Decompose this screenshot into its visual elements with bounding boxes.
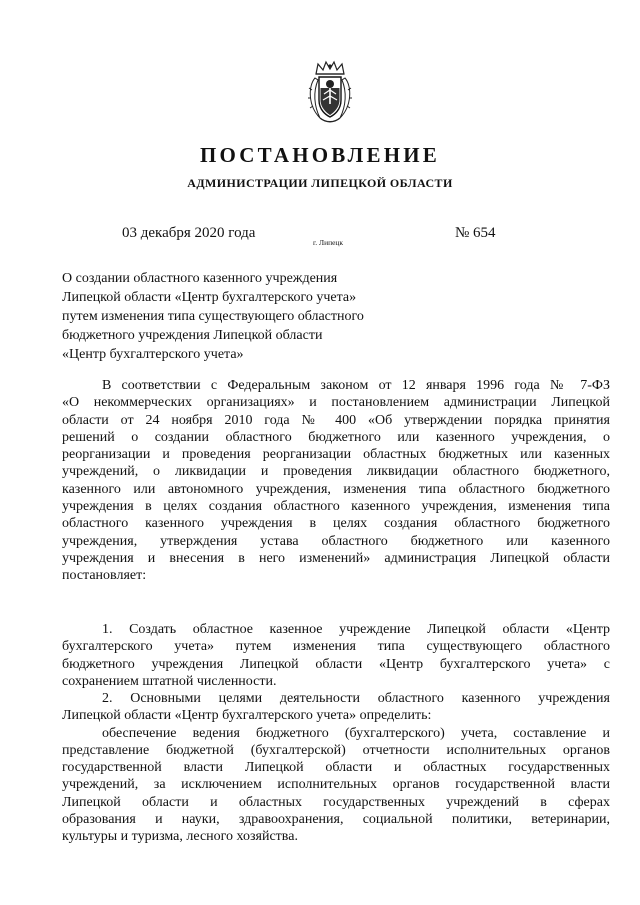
- item-2-line: государственной власти Липецкой области и областных государственных: [62, 760, 610, 776]
- subject-line: Липецкой области «Центр бухгалтерского учета»: [62, 290, 357, 305]
- preamble-line: реорганизации и проведения реорганизации областных бюджетных или казенных: [62, 447, 610, 463]
- item-1-line: сохранением штатной численности.: [62, 673, 277, 689]
- item-1-paragraph: [62, 621, 610, 690]
- issuing-authority: АДМИНИСТРАЦИИ ЛИПЕЦКОЙ ОБЛАСТИ: [187, 176, 453, 190]
- document-date: 03 декабря 2020 года: [122, 225, 256, 241]
- item-1-line: бухгалтерского учета» путем изменения типа существующего областного: [62, 639, 610, 655]
- preamble-line: казенного или автономного учреждения, изменения типа областного бюджетного: [62, 481, 610, 497]
- item-2-line: представление бюджетной (бухгалтерской) отчетности исполнительных органов: [62, 742, 610, 758]
- preamble-line: учреждений, о ликвидации и проведения ликвидации областного бюджетного,: [62, 464, 610, 480]
- subject-line: путем изменения типа существующего областного: [62, 309, 364, 324]
- item-1-line: 1. Создать областное казенное учреждение Липецкой области «Центр: [102, 622, 610, 637]
- preamble-paragraph: [62, 377, 610, 585]
- preamble-line: В соответствии с Федеральным законом от 12 января 1996 года № 7-ФЗ: [102, 378, 610, 393]
- preamble-line: области от 24 ноября 2010 года № 400 «Об утверждении порядка принятия: [62, 412, 610, 428]
- document-city: г. Липецк: [313, 238, 344, 247]
- document-subject: [62, 269, 442, 364]
- item-2-line: Липецкой области и областных государственных учреждений в сферах: [62, 794, 610, 810]
- document-title: ПОСТАНОВЛЕНИЕ: [199, 143, 441, 167]
- item-2-line: учреждений, за исключением исполнительных органов государственной власти: [62, 777, 610, 793]
- item-2-line: образования и науки, здравоохранения, социальной политики, ветеринарии,: [62, 812, 610, 828]
- subject-line: бюджетного учреждения Липецкой области: [62, 328, 323, 343]
- preamble-line: учреждения, утверждения устава областного бюджетного или казенного: [62, 533, 610, 549]
- item-2-line: 2. Основными целями деятельности областного казенного учреждения: [102, 691, 610, 706]
- preamble-line: областного казенного учреждения в целях создания областного бюджетного: [62, 516, 610, 532]
- document-number: № 654: [455, 225, 496, 241]
- item-2-line: Липецкой области «Центр бухгалтерского учета» определить:: [62, 708, 432, 724]
- preamble-line: «О некоммерческих организациях» и постановлением администрации Липецкой: [62, 395, 610, 411]
- preamble-line: учреждения в целях создания областного казенного учреждения, изменения типа: [62, 499, 610, 515]
- subject-line: О создании областного казенного учреждения: [62, 271, 338, 286]
- preamble-line: учреждения и внесения в него изменений» администрация Липецкой области: [62, 550, 610, 566]
- preamble-line: постановляет:: [62, 568, 147, 584]
- item-1-line: бюджетного учреждения Липецкой области «Центр бухгалтерского учета» с: [62, 656, 610, 672]
- item-2-line: обеспечение ведения бюджетного (бухгалтерского) учета, составление и: [102, 725, 610, 741]
- lipetsk-coat-of-arms-icon: [306, 60, 354, 126]
- item-2-line: культуры и туризма, лесного хозяйства.: [62, 829, 298, 845]
- subject-line: «Центр бухгалтерского учета»: [62, 347, 244, 362]
- item-2-paragraph: [62, 690, 610, 846]
- preamble-line: решений о создании областного бюджетного или казенного учреждения, о: [62, 429, 610, 445]
